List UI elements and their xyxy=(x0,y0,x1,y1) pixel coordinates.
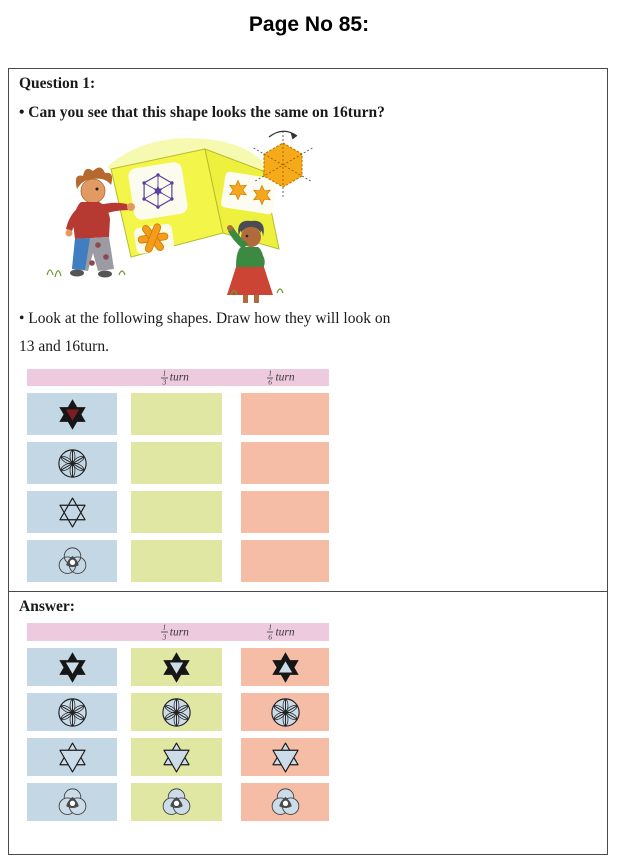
question-bullet-2-line-1: • Look at the following shapes. Draw how they will look on xyxy=(19,310,391,327)
shape-cell xyxy=(241,738,329,776)
answer-table-header xyxy=(27,623,329,641)
shape-cell xyxy=(27,491,117,533)
one-sixth-fraction: $\frac{1}{6}$ xyxy=(268,368,272,387)
question-answer-box xyxy=(8,68,608,855)
shape-cell xyxy=(27,442,117,484)
hexagram-shape xyxy=(56,741,89,774)
blank-one-third-cell xyxy=(131,442,222,484)
answer-row-wheel xyxy=(27,693,329,731)
kids-and-cube-drawing xyxy=(25,125,335,303)
question-bullet-2-line-2: 13 and 16turn. xyxy=(19,338,109,355)
blank-one-sixth-cell xyxy=(241,540,329,582)
star-of-triangles-shape xyxy=(160,651,193,684)
hexagram-shape xyxy=(269,741,302,774)
shape-cell xyxy=(27,648,117,686)
shape-cell xyxy=(241,648,329,686)
hexagram-shape xyxy=(160,741,193,774)
answer-section xyxy=(9,592,607,854)
purple-hexagon-wheel-sticker xyxy=(127,161,188,221)
shape-cell xyxy=(131,738,222,776)
question-row-star xyxy=(27,393,329,435)
question-table xyxy=(27,369,329,582)
shape-cell xyxy=(27,738,117,776)
answer-row-hexagram xyxy=(27,738,329,776)
one-third-fraction: $\frac{1}{3}$ xyxy=(162,622,167,641)
shape-cell xyxy=(27,783,117,821)
six-spoke-wheel-shape xyxy=(56,696,89,729)
question-table-header xyxy=(27,369,329,386)
hexagram-shape xyxy=(56,496,89,529)
one-sixth-turn-label: $\frac{1}{6}$ turn xyxy=(268,368,295,387)
three-circles-shape xyxy=(56,545,89,578)
three-circles-shape xyxy=(269,786,302,819)
star-of-triangles-rotated-shape xyxy=(269,651,302,684)
shape-cell xyxy=(131,783,222,821)
page-title: Page No 85: xyxy=(248,13,370,36)
blank-one-third-cell xyxy=(131,491,222,533)
illustration xyxy=(25,125,335,303)
six-spoke-wheel-shape xyxy=(56,447,89,480)
shape-cell xyxy=(131,693,222,731)
shape-cell xyxy=(241,693,329,731)
star-of-triangles-shape xyxy=(56,651,89,684)
shape-cell xyxy=(27,693,117,731)
shape-cell xyxy=(131,648,222,686)
shape-cell xyxy=(27,393,117,435)
star-of-triangles-shape xyxy=(56,398,89,431)
one-sixth-turn-label: $\frac{1}{6}$ turn xyxy=(268,622,295,641)
blank-one-sixth-cell xyxy=(241,442,329,484)
three-circles-shape xyxy=(56,786,89,819)
shape-cell xyxy=(241,783,329,821)
question-heading: Question 1: xyxy=(19,75,96,92)
three-circles-shape xyxy=(160,786,193,819)
six-spoke-wheel-shape xyxy=(269,696,302,729)
answer-heading: Answer: xyxy=(19,598,75,615)
one-third-turn-label: $\frac{1}{3}$ turn xyxy=(162,622,189,641)
question-row-venn xyxy=(27,540,329,582)
question-section xyxy=(9,69,607,592)
shape-cell xyxy=(27,540,117,582)
question-row-wheel xyxy=(27,442,329,484)
one-sixth-fraction: $\frac{1}{6}$ xyxy=(268,622,272,641)
blank-one-third-cell xyxy=(131,540,222,582)
blank-one-sixth-cell xyxy=(241,491,329,533)
blank-one-third-cell xyxy=(131,393,222,435)
question-bullet-1: • Can you see that this shape looks the same on 16turn? xyxy=(19,104,385,121)
answer-table xyxy=(27,623,329,821)
blank-one-sixth-cell xyxy=(241,393,329,435)
answer-row-star xyxy=(27,648,329,686)
question-row-hexagram xyxy=(27,491,329,533)
one-third-fraction: $\frac{1}{3}$ xyxy=(162,368,167,387)
six-spoke-wheel-shape xyxy=(160,696,193,729)
one-third-turn-label: $\frac{1}{3}$ turn xyxy=(162,368,189,387)
answer-row-venn xyxy=(27,783,329,821)
